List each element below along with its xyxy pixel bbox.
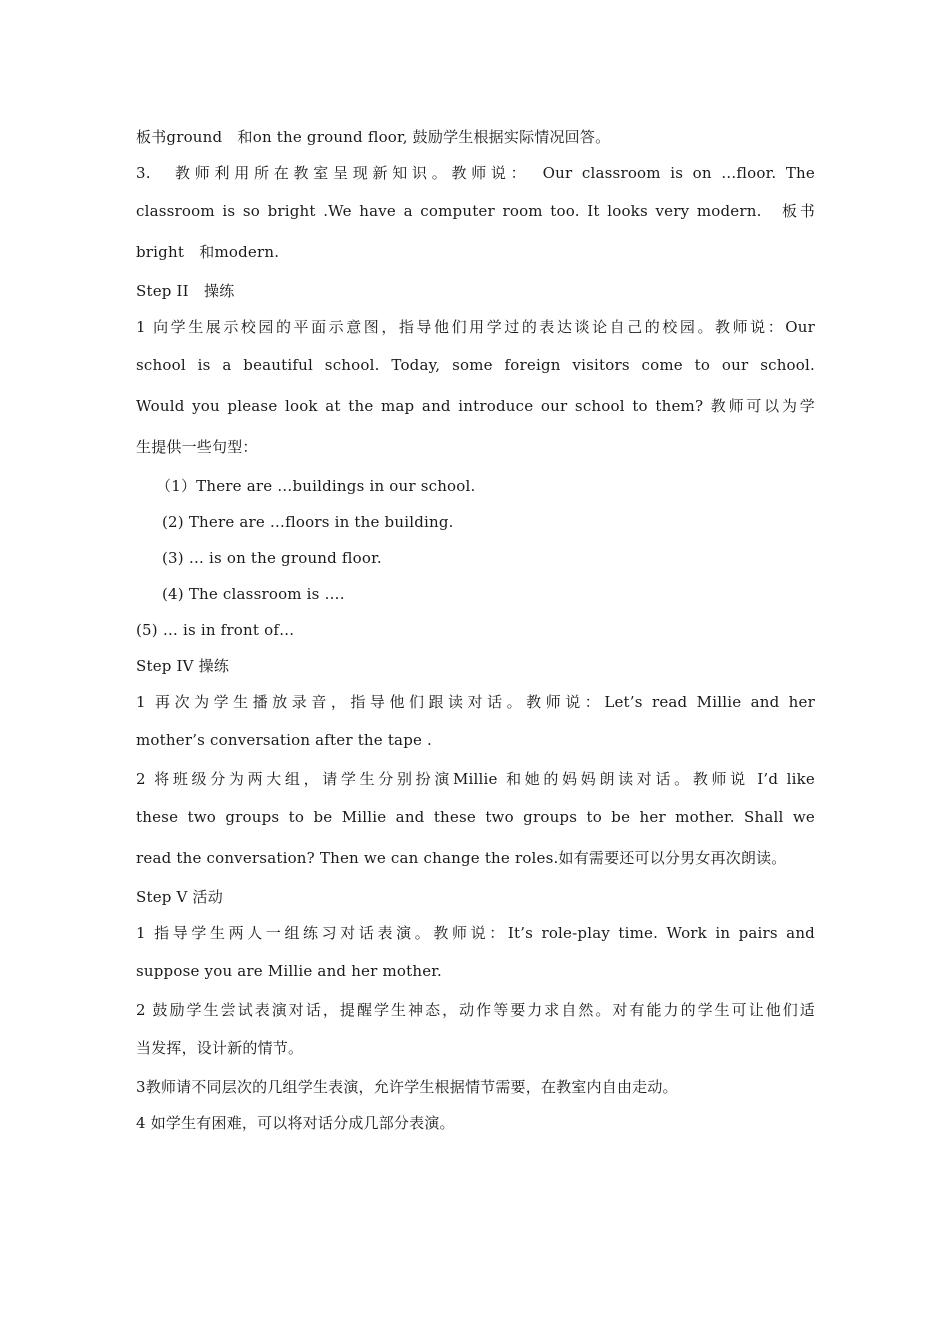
list-item: (5) … is in front of… — [136, 621, 295, 639]
section-heading: Step II 操练 — [136, 282, 235, 300]
text-line: 4 如学生有困难，可以将对话分成几部分表演。 — [136, 1114, 455, 1132]
section-heading: Step V 活动 — [136, 888, 223, 906]
list-item: （1）There are …buildings in our school. — [156, 477, 476, 495]
text-line: 当发挥，设计新的情节。 — [136, 1039, 304, 1057]
text-line: 2 鼓励学生尝试表演对话，提醒学生神态，动作等要力求自然。对有能力的学生可让他们适 — [136, 1001, 815, 1019]
text-line: Would you please look at the map and introduce our school to them? 教师可以为学 — [136, 397, 815, 415]
text-line: 1 向学生展示校园的平面示意图，指导他们用学过的表达谈论自己的校园。教师说：Our — [136, 318, 815, 336]
text-line: bright 和modern. — [136, 243, 280, 261]
list-item: (3) … is on the ground floor. — [162, 549, 382, 567]
text-line: school is a beautiful school. Today, some foreign visitors come to our school. — [136, 356, 815, 374]
text-line: read the conversation? Then we can change the roles.如有需要还可以分男女再次朗读。 — [136, 849, 787, 867]
text-line: 1 指导学生两人一组练习对话表演。教师说：It’s role-play time. Work in pairs and — [136, 924, 815, 942]
text-line: 2 将班级分为两大组，请学生分别扮演Millie 和她的妈妈朗读对话。教师说 I’d like — [136, 770, 815, 788]
list-item: (2) There are …floors in the building. — [162, 513, 454, 531]
text-line: 3教师请不同层次的几组学生表演，允许学生根据情节需要，在教室内自由走动。 — [136, 1078, 678, 1096]
section-heading: Step IV 操练 — [136, 657, 230, 675]
text-line: 板书ground 和on the ground floor, 鼓励学生根据实际情况回答。 — [136, 128, 611, 146]
text-line: mother’s conversation after the tape . — [136, 731, 433, 749]
text-line: 1 再次为学生播放录音，指导他们跟读对话。教师说：Let’s read Millie and her — [136, 693, 815, 711]
text-line: 3. 教师利用所在教室呈现新知识。教师说： Our classroom is on …floor. The — [136, 164, 815, 182]
text-line: classroom is so bright .We have a computer room too. It looks very modern. 板书 — [136, 202, 815, 220]
list-item: (4) The classroom is …. — [162, 585, 345, 603]
text-line: suppose you are Millie and her mother. — [136, 962, 442, 980]
text-line: 生提供一些句型： — [136, 438, 258, 456]
document-body — [136, 119, 815, 1141]
text-line: these two groups to be Millie and these two groups to be her mother. Shall we — [136, 808, 815, 826]
